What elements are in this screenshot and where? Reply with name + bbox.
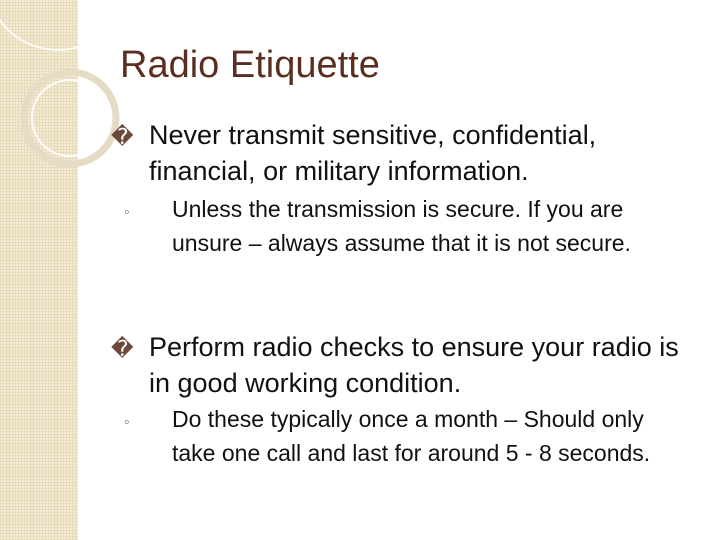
sub-bullet-text: Unless the transmission is secure. If you are unsure – always assume that it is not secure. [172,196,631,256]
sub-bullet-marker: ◦ [124,414,130,431]
bullet-item [111,118,690,188]
bullet-text: Perform radio checks to ensure your radio is in good working condition. [149,332,679,398]
sub-bullet-item [124,194,688,258]
slide-title: Radio Etiquette [120,44,380,86]
sub-bullet-marker: ◦ [124,204,130,221]
sub-bullet-item [124,404,688,468]
bullet-marker: � [111,336,134,361]
decorative-side-panel [0,0,78,540]
bullet-item [111,330,690,400]
bullet-marker: � [111,124,134,149]
sub-bullet-text: Do these typically once a month – Should only take one call and last for around 5 - 8 seconds. [172,406,651,466]
bullet-text: Never transmit sensitive, confidential, financial, or military information. [149,120,597,186]
